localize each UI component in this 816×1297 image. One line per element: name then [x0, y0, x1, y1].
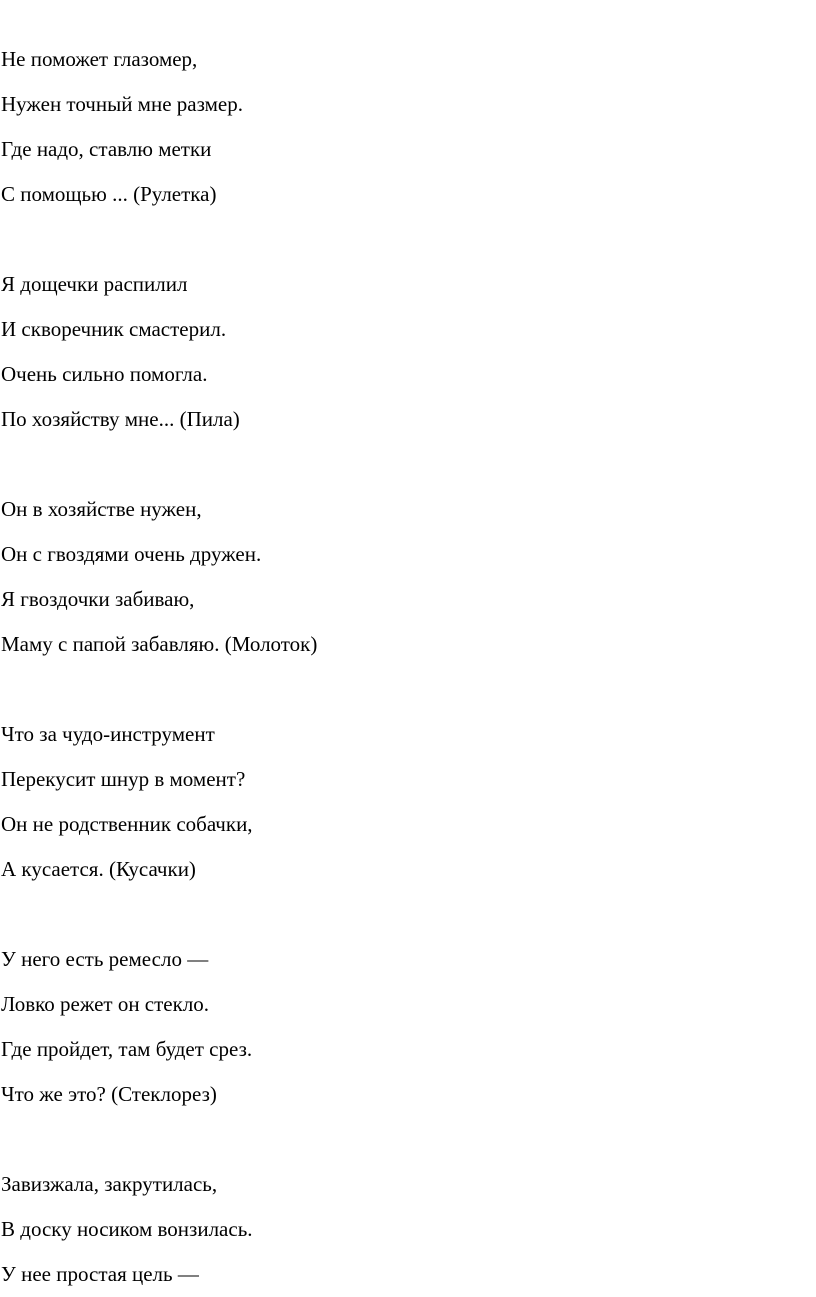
riddle-line: Ловко режет он стекло. — [1, 992, 210, 1016]
riddle-stanza-6 — [0, 1162, 816, 1297]
riddle-stanza-1 — [0, 37, 816, 217]
riddle-line: Я гвоздочки забиваю, — [1, 587, 195, 611]
riddle-line: Он с гвоздями очень дружен. — [1, 542, 262, 566]
riddle-line: Что же это? (Стеклорез) — [1, 1082, 217, 1106]
riddle-line: Он в хозяйстве нужен, — [1, 497, 202, 521]
stanza-gap — [0, 667, 816, 712]
riddle-line: Не поможет глазомер, — [1, 47, 198, 71]
riddle-line: Маму с папой забавляю. (Молоток) — [1, 632, 318, 656]
riddle-line: Он не родственник собачки, — [1, 812, 253, 836]
riddle-line: Где пройдет, там будет срез. — [1, 1037, 253, 1061]
stanza-gap — [0, 217, 816, 262]
riddle-stanza-5 — [0, 937, 816, 1117]
riddle-stanza-2 — [0, 262, 816, 442]
riddle-line: Перекусит шнур в момент? — [1, 767, 246, 791]
stanza-gap — [0, 892, 816, 937]
riddle-line: Я дощечки распилил — [1, 272, 188, 296]
top-margin — [0, 0, 816, 37]
stanza-gap — [0, 442, 816, 487]
riddle-line: У него есть ремесло — — [1, 947, 209, 971]
riddle-line: У нее простая цель — — [1, 1262, 199, 1286]
riddle-line: Где надо, ставлю метки — [1, 137, 212, 161]
riddle-line: И скворечник смастерил. — [1, 317, 227, 341]
riddle-line: По хозяйству мне... (Пила) — [1, 407, 240, 431]
riddle-line: С помощью ... (Рулетка) — [1, 182, 217, 206]
riddle-line: Нужен точный мне размер. — [1, 92, 243, 116]
riddle-line: Очень сильно помогла. — [1, 362, 208, 386]
riddle-stanza-3 — [0, 487, 816, 667]
riddle-line: Что за чудо-инструмент — [1, 722, 215, 746]
riddle-stanza-4 — [0, 712, 816, 892]
riddle-line: В доску носиком вонзилась. — [1, 1217, 253, 1241]
riddle-line: Завизжала, закрутилась, — [1, 1172, 218, 1196]
riddle-line: А кусается. (Кусачки) — [1, 857, 196, 881]
stanza-gap — [0, 1117, 816, 1162]
